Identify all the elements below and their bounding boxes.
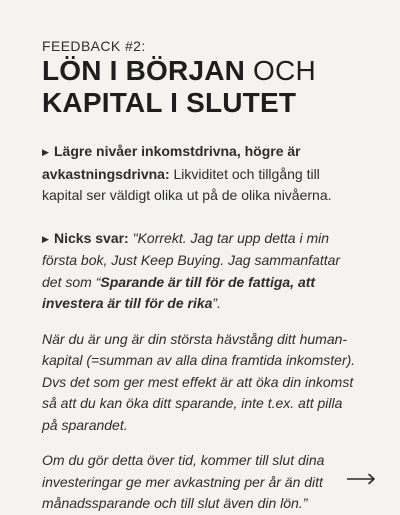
point-1-text: Likviditet och tillgång till kapital ser väldigt olika ut på de olika nivåerna.: [42, 165, 332, 203]
title-bold-part: LÖN I BÖRJAN: [42, 55, 246, 86]
point-2-quote-emphasis: Sparande är till för de fattiga, att investera är till för de rika: [42, 273, 316, 311]
triangle-right-icon: ▶: [42, 233, 49, 244]
point-2: [42, 228, 360, 315]
point-1: [42, 141, 360, 207]
page-title: [42, 55, 360, 119]
point-1-lead: Lägre nivåer inkomstdrivna, högre är avkastningsdrivna:: [42, 143, 301, 182]
point-2-lead: Nicks svar:: [54, 229, 129, 246]
arrow-right-icon[interactable]: [346, 472, 376, 486]
paragraph-4: Om du gör detta över tid, kommer till slut dina investeringar ge mer avkastning per år än ditt månadssparande och till slut även din lön.”: [42, 452, 325, 511]
point-2-quote-start: "Korrekt. Jag tar upp detta i min första bok, Just Keep Buying. Jag sammanfattar det som “: [42, 229, 341, 290]
eyebrow-label: FEEDBACK #2:: [42, 38, 146, 54]
paragraph-3: När du är ung är din största hävstång ditt human-kapital (=summan av alla dina framtida inkomster). Dvs det som ger mest effekt är att öka din inkomst så att du kan öka ditt sparande, inte t.ex. att pilla på sparandet.: [42, 330, 356, 433]
point-2-quote-end: ”.: [212, 295, 221, 311]
body-text: [42, 141, 360, 515]
title-line-2: KAPITAL I SLUTET: [42, 87, 297, 118]
triangle-right-icon: ▶: [42, 147, 49, 157]
title-light-part: OCH: [245, 55, 316, 86]
